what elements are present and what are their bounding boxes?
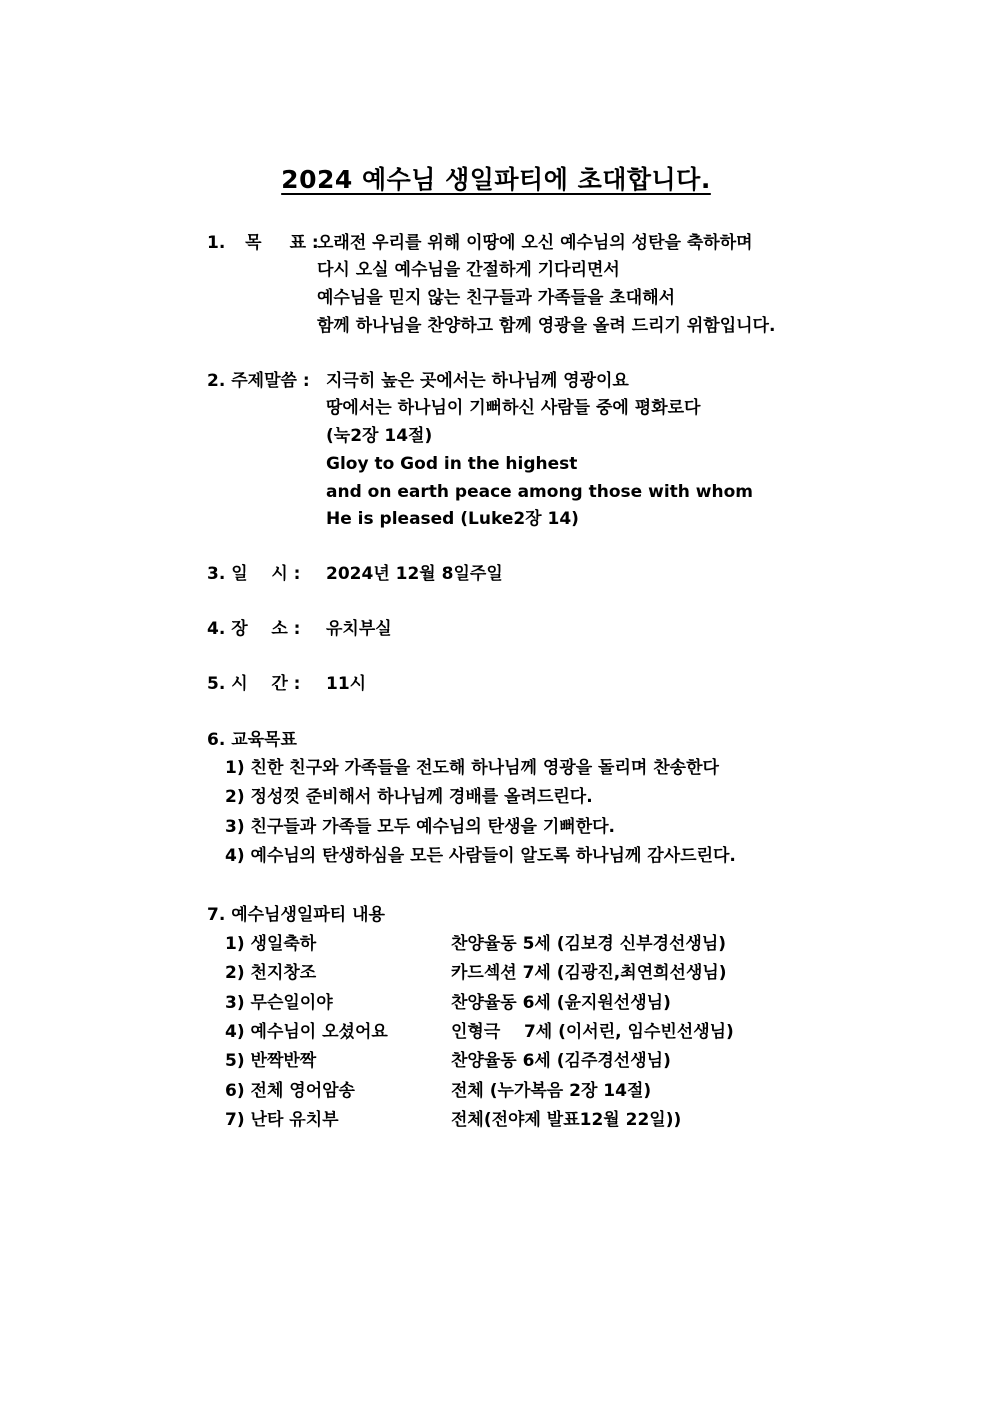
edu-item: 3) 친구들과 가족들 모두 예수님의 탄생을 기뻐한다. (225, 817, 616, 837)
place-label: 장 소 : (231, 619, 301, 639)
verse-line: 지극히 높은 곳에서는 하나님께 영광이요 (326, 371, 629, 391)
verse-header (207, 370, 310, 392)
place-value: 유치부실 (326, 619, 392, 639)
page-title: 2024 예수님 생일파티에 초대합니다. (281, 165, 711, 194)
goal-label: 목 표 : (245, 233, 319, 253)
date-row (207, 563, 300, 585)
program-item-name: 2) 천지창조 (225, 963, 317, 983)
date-number: 3. (207, 564, 226, 584)
program-item-name: 4) 예수님이 오셨어요 (225, 1022, 388, 1042)
edu-item: 1) 친한 친구와 가족들을 전도해 하나님께 영광을 돌리며 찬송한다 (225, 758, 719, 778)
time-value: 11시 (326, 674, 367, 694)
place-row (207, 618, 300, 640)
date-label: 일 시 : (231, 564, 301, 584)
place-number: 4. (207, 619, 226, 639)
verse-line: He is pleased (Luke2장 14) (326, 509, 579, 529)
verse-number: 2. (207, 371, 226, 391)
program-item-detail: 찬양율동 6세 (윤지원선생님) (451, 993, 671, 1013)
program-item-name: 3) 무슨일이야 (225, 993, 333, 1013)
goal-line: 예수님을 믿지 않는 친구들과 가족들을 초대해서 (317, 288, 676, 308)
program-item-detail: 찬양율동 6세 (김주경선생님) (451, 1051, 671, 1071)
program-item-detail: 인형극 7세 (이서린, 임수빈선생님) (451, 1022, 734, 1042)
verse-label: 주제말씀 : (231, 371, 310, 391)
goal-line: 함께 하나님을 찬양하고 함께 영광을 올려 드리기 위함입니다. (317, 316, 776, 336)
program-heading: 7. 예수님생일파티 내용 (207, 905, 385, 925)
date-value: 2024년 12월 8일주일 (326, 564, 503, 584)
program-item-name: 5) 반짝반짝 (225, 1051, 317, 1071)
verse-line: Gloy to God in the highest (326, 454, 578, 474)
program-item-detail: 전체(전야제 발표12월 22일)) (451, 1110, 682, 1130)
edu-item: 2) 정성껏 준비해서 하나님께 경배를 올려드린다. (225, 787, 593, 807)
time-label: 시 간 : (231, 674, 301, 694)
verse-line: 땅에서는 하나님이 기뻐하신 사람들 중에 평화로다 (326, 398, 701, 418)
program-item-name: 6) 전체 영어암송 (225, 1081, 355, 1101)
time-row (207, 673, 300, 695)
verse-line: and on earth peace among those with whom (326, 482, 754, 502)
goal-line: 다시 오실 예수님을 간절하게 기다리면서 (317, 260, 620, 280)
time-number: 5. (207, 674, 226, 694)
program-item-name: 7) 난타 유치부 (225, 1110, 339, 1130)
program-item-detail: 찬양율동 5세 (김보경 신부경선생님) (451, 934, 727, 954)
program-item-detail: 전체 (누가복음 2장 14절) (451, 1081, 652, 1101)
program-item-detail: 카드섹션 7세 (김광진,최연희선생님) (451, 963, 727, 983)
edu-item: 4) 예수님의 탄생하심을 모든 사람들이 알도록 하나님께 감사드린다. (225, 846, 736, 866)
goal-line: 오래전 우리를 위해 이땅에 오신 예수님의 성탄을 축하하며 (317, 233, 753, 253)
program-item-name: 1) 생일축하 (225, 934, 317, 954)
edu-heading: 6. 교육목표 (207, 730, 297, 750)
verse-line: (눅2장 14절) (326, 426, 433, 446)
goal-number: 1. (207, 233, 226, 253)
goal-header (207, 232, 319, 254)
